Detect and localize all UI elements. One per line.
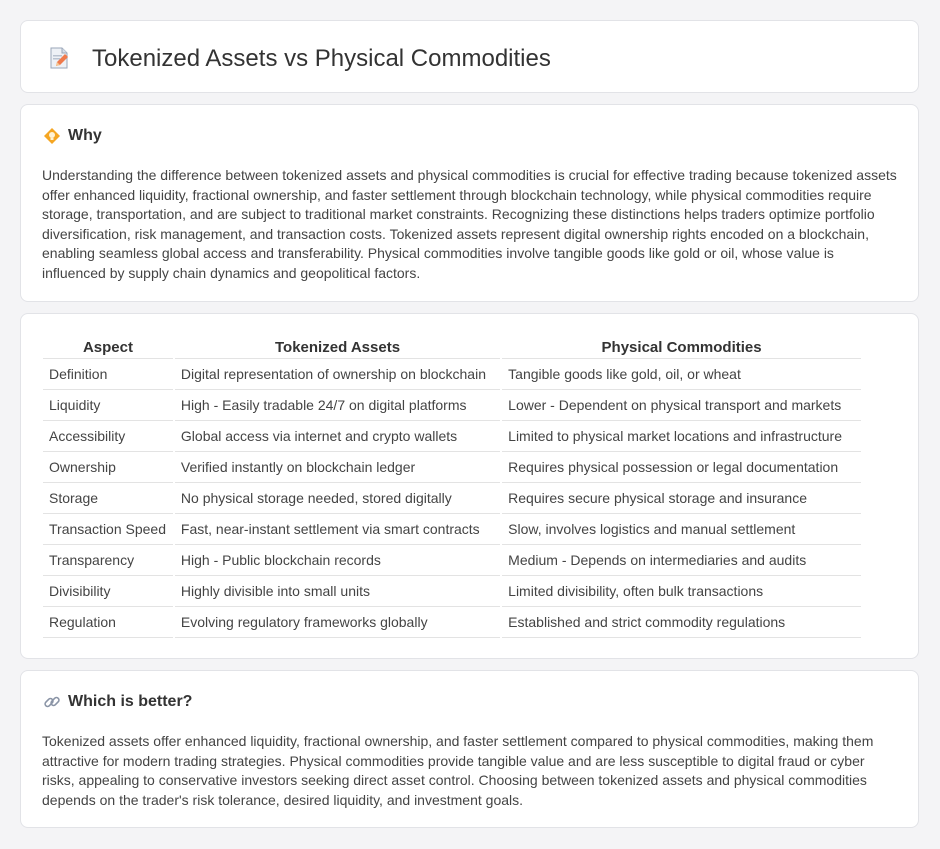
table-cell: Digital representation of ownership on blockchain <box>175 359 500 390</box>
table-cell: Limited to physical market locations and infrastructure <box>502 421 861 452</box>
table-header-row <box>43 334 861 359</box>
lightbulb-icon <box>43 127 61 145</box>
table-row <box>43 576 861 607</box>
table-cell: Requires secure physical storage and insurance <box>502 483 861 514</box>
table-row <box>43 359 861 390</box>
table-cell: No physical storage needed, stored digitally <box>175 483 500 514</box>
why-heading <box>43 127 102 145</box>
table-cell: Definition <box>43 359 173 390</box>
table-cell: Slow, involves logistics and manual settlement <box>502 514 861 545</box>
table-cell: Transaction Speed <box>43 514 173 545</box>
title-card <box>20 20 919 93</box>
which-is-better-section <box>20 670 919 828</box>
why-paragraph: Understanding the difference between tokenized assets and physical commodities is crucial for effective trading because tokenized assets offer enhanced liquidity, fractional ownership, and faster settlement through blockchain technology, while physical commodities require storage, transportation, and are subject to traditional market constraints. Recognizing these distinctions helps traders optimize portfolio diversification, risk management, and transaction costs. Tokenized assets represent digital ownership rights encoded on a blockchain, enabling seamless global access and transferability. Physical commodities involve tangible goods like gold or oil, whose value is influenced by supply chain dynamics and geopolitical factors. <box>42 167 897 281</box>
link-icon <box>43 693 61 711</box>
table-cell: Ownership <box>43 452 173 483</box>
table-row <box>43 545 861 576</box>
table-cell: Tangible goods like gold, oil, or wheat <box>502 359 861 390</box>
column-header: Aspect <box>43 334 173 359</box>
why-section <box>20 104 919 302</box>
better-paragraph: Tokenized assets offer enhanced liquidity, fractional ownership, and faster settlement compared to physical commodities, making them attractive for modern trading strategies. Physical commodities provide tangible value and are less susceptible to digital fraud or cyber risks, appealing to conservative investors seeking direct asset control. Choosing between tokenized assets and physical commodities depends on the trader's risk tolerance, desired liquidity, and investment goals. <box>42 733 874 808</box>
better-heading <box>43 693 192 711</box>
table-cell: Regulation <box>43 607 173 638</box>
table-row <box>43 514 861 545</box>
table-cell: Liquidity <box>43 390 173 421</box>
column-header: Physical Commodities <box>502 334 861 359</box>
table-cell: Divisibility <box>43 576 173 607</box>
table-cell: High - Easily tradable 24/7 on digital platforms <box>175 390 500 421</box>
table-cell: Requires physical possession or legal documentation <box>502 452 861 483</box>
table-cell: Highly divisible into small units <box>175 576 500 607</box>
table-cell: Established and strict commodity regulations <box>502 607 861 638</box>
comparison-table <box>41 334 863 638</box>
document-edit-icon <box>47 46 71 70</box>
table-row <box>43 390 861 421</box>
table-cell: Fast, near-instant settlement via smart contracts <box>175 514 500 545</box>
table-cell: High - Public blockchain records <box>175 545 500 576</box>
table-row <box>43 421 861 452</box>
table-cell: Verified instantly on blockchain ledger <box>175 452 500 483</box>
table-cell: Limited divisibility, often bulk transactions <box>502 576 861 607</box>
table-cell: Transparency <box>43 545 173 576</box>
table-cell: Storage <box>43 483 173 514</box>
table-cell: Medium - Depends on intermediaries and audits <box>502 545 861 576</box>
table-cell: Evolving regulatory frameworks globally <box>175 607 500 638</box>
page-title: Tokenized Assets vs Physical Commodities <box>92 45 551 72</box>
table-row <box>43 452 861 483</box>
why-heading-label: Why <box>68 127 102 144</box>
table-cell: Global access via internet and crypto wallets <box>175 421 500 452</box>
column-header: Tokenized Assets <box>175 334 500 359</box>
table-row <box>43 607 861 638</box>
table-row <box>43 483 861 514</box>
better-heading-label: Which is better? <box>68 693 193 710</box>
table-cell: Accessibility <box>43 421 173 452</box>
table-cell: Lower - Dependent on physical transport and markets <box>502 390 861 421</box>
comparison-section <box>20 313 919 659</box>
